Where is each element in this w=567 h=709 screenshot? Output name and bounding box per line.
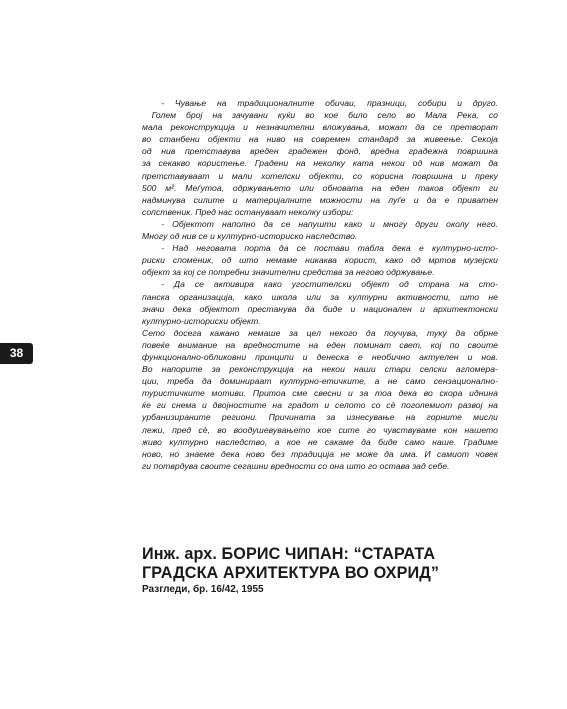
text-line: ги потврдува своите сегашни вредности со она што го остава зад себе.: [142, 460, 450, 471]
text-line: Многу од нив се и културно-историско наследство.: [142, 231, 358, 242]
text-line: од нив претставува вреден градежен фонд, вредна градежна површина: [142, 146, 498, 157]
page-number: 38: [9, 346, 24, 360]
text-line: ќе ги снема и двојностите на градот и селото со сè поголемиот развој на: [142, 400, 498, 411]
heading-line-1: Инж. арх. БОРИС ЧИПАН: “СТАРАТА: [142, 545, 436, 563]
page-number-tab: [0, 343, 33, 364]
article-heading: [142, 545, 502, 596]
body-text: [142, 97, 498, 472]
text-line: значи дека објектот престанува да биде и национален и архитектонски: [142, 303, 498, 314]
text-line: повеќе внимание на вредностите на еден поминат свет, кој по своите: [142, 339, 498, 350]
text-line: ново, но знаеме дека ново без традиција не може да има. И самиот човек: [142, 448, 498, 459]
text-line: објект за кој се потребни значителни средства за негово одржување.: [142, 267, 435, 278]
text-line: лежи, пред сè, во воодушевувањето кое сите го чувствуваме кон нашето: [142, 424, 498, 435]
text-line: за секакво користење. Градени на неколку ката некои од нив можат да: [142, 158, 498, 169]
text-line: Голем број на зачувани куќи во кое било село во Мала Река, со: [151, 110, 498, 121]
text-line: функционално-обликовни принципи и денеска е необично актуелен и нов.: [142, 351, 498, 362]
text-line: мала реконструкција и незначителни вложувања, можат да се претворат: [142, 122, 498, 133]
heading-line-2: ГРАДСКА АРХИТЕКТУРА ВО ОХРИД”: [142, 564, 440, 582]
text-line: - Објектот наполно да се напушти како и многу други околу него.: [161, 218, 498, 229]
text-line: риски споменик, од што немаме никаква корист, како од мртов музејски: [142, 255, 498, 266]
text-line: живо културно наследство, а кое не сакаме да биде само наше. Градиме: [142, 436, 498, 447]
text-line: Во напорите за реконструкција на некои наши стари селски агломера-: [142, 364, 498, 375]
text-line: 500 м². Меѓутоа, одржувањето или обновата на еден таков објект ги: [142, 182, 498, 193]
text-line: - Чување на традиционалните обичаи, празници, собири и друго.: [161, 98, 498, 108]
text-line: - Да се активира како угостителски објект од страна на сто-: [161, 279, 498, 290]
text-line: ции, треба да доминираат културно-етичките, а не само сензационално-: [142, 376, 498, 387]
text-line: надминува силите и материјалните можности на луѓе и да е приватен: [142, 194, 498, 205]
text-line: туристичките мотиви. Притоа сме свесни и за тоа дека во скора иднина: [142, 388, 498, 399]
text-line: сопственик. Пред нас остануваат неколку избори:: [142, 206, 354, 217]
source-citation: Разгледи, бр. 16/42, 1955: [142, 584, 264, 595]
text-line: панска организација, како школа или за културни активности, што не: [142, 291, 498, 302]
text-line: претставуваат и мали хотелски објекти, со корисна површина и преку: [142, 170, 498, 181]
text-line: - Над неговата порта да се постави табла дека е културно-исто-: [161, 243, 498, 254]
text-line: Сето досега кажано немаше за цел некого да поучува, туку да обрне: [142, 327, 498, 338]
text-line: во станбени објекти на ниво на современ стандард за живеење. Секоја: [142, 134, 498, 145]
text-line: урбанизираните региони. Причината за изнесување на горните мисли: [142, 412, 498, 423]
text-line: културно-историски објект.: [142, 315, 261, 326]
